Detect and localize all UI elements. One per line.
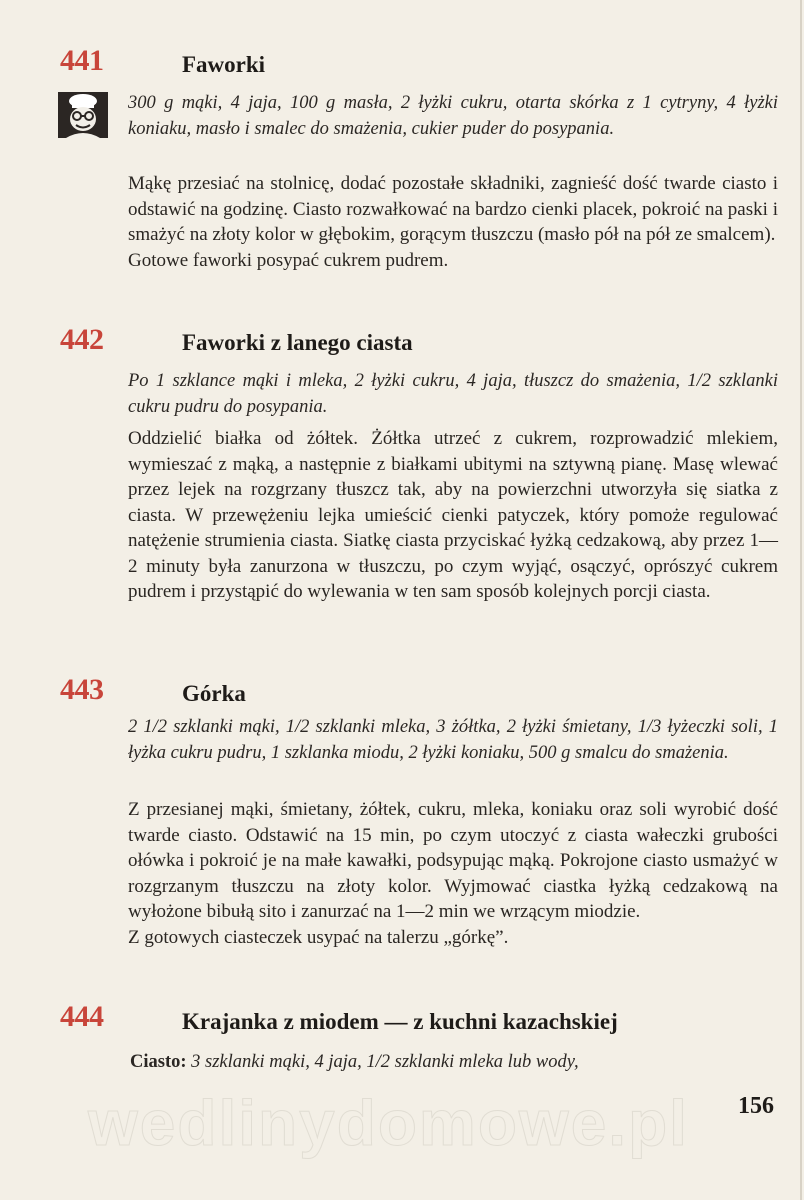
watermark: wedlinydomowe.pl [88, 1087, 689, 1159]
page-number: 156 [738, 1093, 774, 1119]
recipe-title-441: Faworki [182, 52, 266, 77]
instructions-441 [128, 171, 778, 273]
ingredients-443: 2 1/2 szklanki mąki, 1/2 szklanki mleka, 3 żółtka, 2 łyżki śmietany, 1/3 łyżeczki soli, 1 łyżka cukru pudru, 1 szklanka miodu, 2 łyżki koniaku, 500 g smalcu do smażenia. [128, 717, 778, 763]
recipe-number-443: 443 [60, 673, 104, 706]
recipe-title-442: Faworki z lanego ciasta [182, 330, 413, 355]
recipe-number-444: 444 [60, 1000, 104, 1033]
chef-face-icon [58, 92, 108, 138]
recipe-number-441: 441 [60, 44, 104, 77]
instruction-paragraph: Mąkę przesiać na stolnicę, dodać pozostałe składniki, zagnieść dość twarde ciasto i odstawić na godzinę. Ciasto rozwałkować na bardzo cienki placek, pokroić na paski i smażyć na złoty kolor w głębokim, gorącym tłuszczu (masło pół na pół ze smalcem). [128, 173, 778, 245]
recipe-title-444: Krajanka z miodem — z kuchni kazachskiej [182, 1009, 618, 1034]
recipe-title-443: Górka [182, 681, 246, 706]
instructions-443 [128, 797, 778, 950]
ingredients-text: 3 szklanki mąki, 4 jaja, 1/2 szklanki mleka lub wody, [191, 1052, 579, 1072]
ingredients-442: Po 1 szklance mąki i mleka, 2 łyżki cukru, 4 jaja, tłuszcz do smażenia, 1/2 szklanki cukru pudru do posypania. [128, 371, 778, 417]
instruction-paragraph: Z przesianej mąki, śmietany, żółtek, cukru, mleka, koniaku oraz soli wyrobić dość twarde ciasto. Odstawić na 15 min, po czym utoczyć z ciasta wałeczki grubości ołówka i pokroić je na małe kawałki, podsypując mąką. Pokrojone ciasto usmażyć w rozgrzanym tłuszczu na złoty kolor. Wyjmować ciastka łyżką cedzakową na wyłożone bibułą sito i zanurzać na 1—2 min we wrzącym miodzie. [128, 799, 778, 922]
instruction-paragraph: Oddzielić białka od żółtek. Żółtka utrzeć z cukrem, rozprowadzić mlekiem, wymieszać z mąką, a następnie z białkami ubitymi na sztywną pianę. Masę wlewać przez lejek na rozgrzany tłuszcz tak, aby na powierzchni utworzyła się siatka z ciasta. W przewężeniu lejka umieścić cienki patyczek, który pomoże regulować natężenie strumienia ciasta. Siatkę ciasta przyciskać łyżką cedzakową, aby przez 1—2 minuty była zanurzona w tłuszczu, po czym wyjąć, osączyć, oprószyć cukrem pudrem i przystąpić do wylewania w ten sam sposób kolejnych porcji ciasta. [128, 428, 778, 602]
instruction-paragraph: Z gotowych ciasteczek usypać na talerzu „górkę”. [128, 926, 509, 948]
ingredients-444 [130, 1049, 780, 1075]
recipe-number-442: 442 [60, 323, 104, 356]
instructions-442 [128, 426, 778, 605]
page-edge [800, 0, 802, 1200]
ingredients-label: Ciasto: [130, 1052, 187, 1072]
instruction-paragraph: Gotowe faworki posypać cukrem pudrem. [128, 249, 449, 271]
ingredients-441: 300 g mąki, 4 jaja, 100 g masła, 2 łyżki cukru, otarta skórka z 1 cytryny, 4 łyżki koniaku, masło i smalec do smażenia, cukier puder do posypania. [128, 93, 778, 139]
